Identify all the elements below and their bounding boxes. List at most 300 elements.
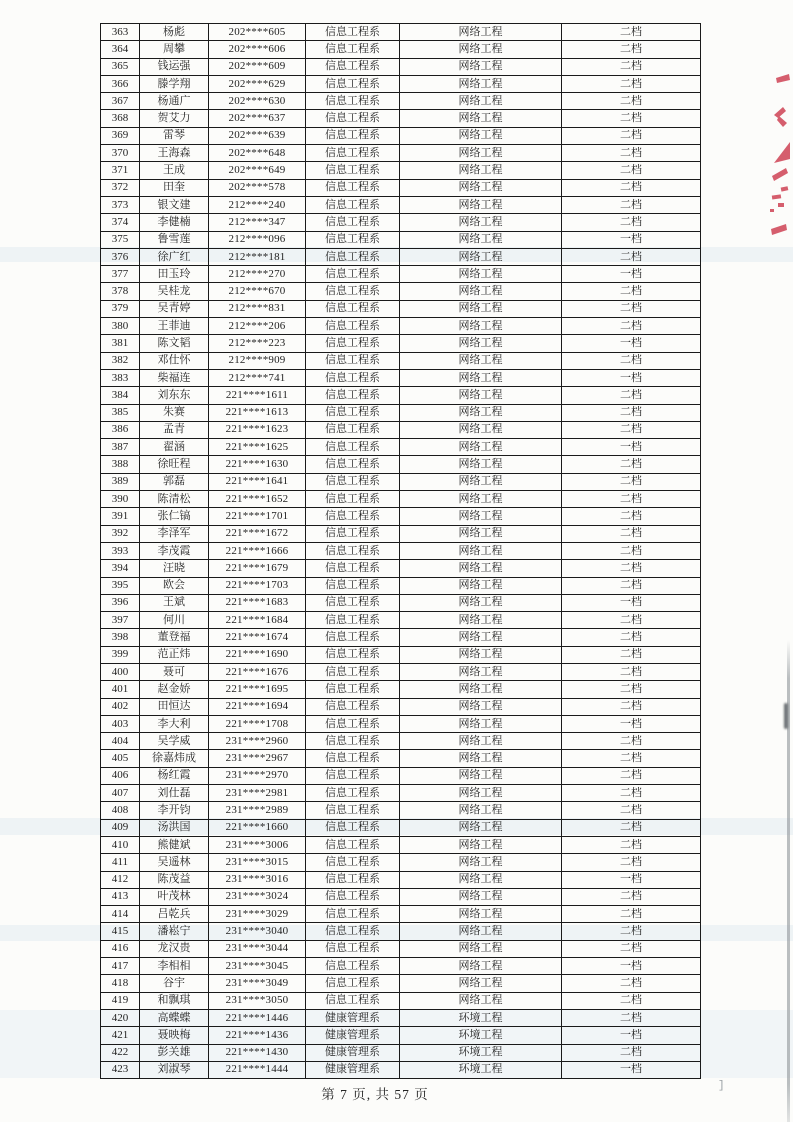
level-cell: 二档	[562, 473, 701, 490]
row-number-cell: 393	[101, 542, 140, 559]
row-number-cell: 410	[101, 836, 140, 853]
level-cell: 二档	[562, 750, 701, 767]
exam-number-cell: 221****1611	[209, 387, 306, 404]
row-number-cell: 387	[101, 439, 140, 456]
exam-number-cell: 221****1444	[209, 1061, 306, 1078]
major-cell: 环境工程	[400, 1061, 562, 1078]
department-cell: 信息工程系	[306, 318, 400, 335]
name-cell: 雷琴	[140, 127, 209, 144]
exam-number-cell: 231****3050	[209, 992, 306, 1009]
major-cell: 环境工程	[400, 1027, 562, 1044]
table-row	[101, 958, 701, 975]
level-cell: 二档	[562, 923, 701, 940]
department-cell: 信息工程系	[306, 24, 400, 41]
name-cell: 吴学威	[140, 733, 209, 750]
row-number-cell: 390	[101, 491, 140, 508]
major-cell: 网络工程	[400, 940, 562, 957]
row-number-cell: 365	[101, 58, 140, 75]
major-cell: 网络工程	[400, 767, 562, 784]
exam-number-cell: 231****3016	[209, 871, 306, 888]
department-cell: 信息工程系	[306, 750, 400, 767]
row-number-cell: 374	[101, 214, 140, 231]
major-cell: 网络工程	[400, 266, 562, 283]
row-number-cell: 422	[101, 1044, 140, 1061]
table-row	[101, 1027, 701, 1044]
department-cell: 信息工程系	[306, 58, 400, 75]
exam-number-cell: 221****1676	[209, 663, 306, 680]
row-number-cell: 419	[101, 992, 140, 1009]
row-number-cell: 376	[101, 248, 140, 265]
exam-number-cell: 221****1694	[209, 698, 306, 715]
level-cell: 二档	[562, 767, 701, 784]
department-cell: 信息工程系	[306, 231, 400, 248]
exam-number-cell: 212****347	[209, 214, 306, 231]
department-cell: 信息工程系	[306, 196, 400, 213]
name-cell: 田恒达	[140, 698, 209, 715]
exam-number-cell: 231****3015	[209, 854, 306, 871]
row-number-cell: 417	[101, 958, 140, 975]
exam-number-cell: 202****639	[209, 127, 306, 144]
table-row	[101, 542, 701, 559]
name-cell: 赵金娇	[140, 681, 209, 698]
row-number-cell: 363	[101, 24, 140, 41]
level-cell: 二档	[562, 819, 701, 836]
row-number-cell: 389	[101, 473, 140, 490]
table-row	[101, 733, 701, 750]
exam-number-cell: 221****1436	[209, 1027, 306, 1044]
name-cell: 周攀	[140, 41, 209, 58]
level-cell: 二档	[562, 1044, 701, 1061]
exam-number-cell: 231****3006	[209, 836, 306, 853]
major-cell: 网络工程	[400, 612, 562, 629]
level-cell: 一档	[562, 369, 701, 386]
name-cell: 范正炜	[140, 646, 209, 663]
level-cell: 一档	[562, 1027, 701, 1044]
name-cell: 王成	[140, 162, 209, 179]
department-cell: 信息工程系	[306, 248, 400, 265]
department-cell: 信息工程系	[306, 369, 400, 386]
department-cell: 信息工程系	[306, 179, 400, 196]
name-cell: 徐嘉炜成	[140, 750, 209, 767]
department-cell: 信息工程系	[306, 854, 400, 871]
exam-number-cell: 202****630	[209, 93, 306, 110]
table-row	[101, 75, 701, 92]
major-cell: 网络工程	[400, 352, 562, 369]
exam-number-cell: 231****3049	[209, 975, 306, 992]
table-row	[101, 110, 701, 127]
level-cell: 一档	[562, 439, 701, 456]
exam-number-cell: 221****1690	[209, 646, 306, 663]
row-number-cell: 369	[101, 127, 140, 144]
department-cell: 信息工程系	[306, 785, 400, 802]
name-cell: 鲁雪莲	[140, 231, 209, 248]
level-cell: 二档	[562, 906, 701, 923]
major-cell: 网络工程	[400, 923, 562, 940]
level-cell: 二档	[562, 698, 701, 715]
major-cell: 网络工程	[400, 629, 562, 646]
table-row	[101, 750, 701, 767]
level-cell: 二档	[562, 110, 701, 127]
major-cell: 网络工程	[400, 663, 562, 680]
level-cell: 二档	[562, 179, 701, 196]
row-number-cell: 386	[101, 421, 140, 438]
row-number-cell: 378	[101, 283, 140, 300]
row-number-cell: 399	[101, 646, 140, 663]
table-row	[101, 663, 701, 680]
level-cell: 二档	[562, 836, 701, 853]
exam-number-cell: 231****3024	[209, 888, 306, 905]
table-row	[101, 58, 701, 75]
table-row	[101, 1009, 701, 1026]
exam-number-cell: 202****606	[209, 41, 306, 58]
exam-number-cell: 221****1641	[209, 473, 306, 490]
row-number-cell: 379	[101, 300, 140, 317]
table-row	[101, 1061, 701, 1078]
department-cell: 信息工程系	[306, 352, 400, 369]
department-cell: 信息工程系	[306, 335, 400, 352]
level-cell: 二档	[562, 733, 701, 750]
level-cell: 二档	[562, 888, 701, 905]
department-cell: 信息工程系	[306, 992, 400, 1009]
department-cell: 信息工程系	[306, 819, 400, 836]
level-cell: 二档	[562, 214, 701, 231]
name-cell: 吴遥林	[140, 854, 209, 871]
name-cell: 朱赛	[140, 404, 209, 421]
major-cell: 网络工程	[400, 318, 562, 335]
row-number-cell: 367	[101, 93, 140, 110]
table-row	[101, 421, 701, 438]
row-number-cell: 388	[101, 456, 140, 473]
major-cell: 环境工程	[400, 1044, 562, 1061]
level-cell: 二档	[562, 577, 701, 594]
level-cell: 一档	[562, 335, 701, 352]
exam-number-cell: 231****2981	[209, 785, 306, 802]
exam-number-cell: 212****206	[209, 318, 306, 335]
major-cell: 网络工程	[400, 525, 562, 542]
department-cell: 信息工程系	[306, 404, 400, 421]
exam-number-cell: 202****649	[209, 162, 306, 179]
row-number-cell: 377	[101, 266, 140, 283]
level-cell: 二档	[562, 508, 701, 525]
table-row	[101, 369, 701, 386]
major-cell: 网络工程	[400, 906, 562, 923]
name-cell: 杨红霞	[140, 767, 209, 784]
name-cell: 熊健斌	[140, 836, 209, 853]
major-cell: 网络工程	[400, 179, 562, 196]
exam-number-cell: 221****1630	[209, 456, 306, 473]
exam-number-cell: 221****1660	[209, 819, 306, 836]
level-cell: 一档	[562, 958, 701, 975]
major-cell: 网络工程	[400, 369, 562, 386]
major-cell: 网络工程	[400, 283, 562, 300]
exam-number-cell: 221****1666	[209, 542, 306, 559]
name-cell: 潘崧宁	[140, 923, 209, 940]
department-cell: 信息工程系	[306, 923, 400, 940]
name-cell: 陈茂益	[140, 871, 209, 888]
level-cell: 二档	[562, 785, 701, 802]
major-cell: 网络工程	[400, 162, 562, 179]
table-row	[101, 785, 701, 802]
department-cell: 健康管理系	[306, 1009, 400, 1026]
row-number-cell: 383	[101, 369, 140, 386]
row-number-cell: 381	[101, 335, 140, 352]
name-cell: 贺艾力	[140, 110, 209, 127]
major-cell: 网络工程	[400, 594, 562, 611]
department-cell: 信息工程系	[306, 560, 400, 577]
major-cell: 网络工程	[400, 646, 562, 663]
major-cell: 网络工程	[400, 819, 562, 836]
table-row	[101, 93, 701, 110]
exam-number-cell: 221****1708	[209, 715, 306, 732]
major-cell: 网络工程	[400, 335, 562, 352]
name-cell: 董登福	[140, 629, 209, 646]
table-row	[101, 871, 701, 888]
level-cell: 二档	[562, 992, 701, 1009]
table-row	[101, 335, 701, 352]
table-row	[101, 992, 701, 1009]
exam-number-cell: 212****909	[209, 352, 306, 369]
exam-number-cell: 221****1613	[209, 404, 306, 421]
table-row	[101, 352, 701, 369]
major-cell: 网络工程	[400, 231, 562, 248]
department-cell: 信息工程系	[306, 93, 400, 110]
row-number-cell: 416	[101, 940, 140, 957]
level-cell: 二档	[562, 491, 701, 508]
level-cell: 二档	[562, 663, 701, 680]
name-cell: 孟青	[140, 421, 209, 438]
major-cell: 网络工程	[400, 750, 562, 767]
level-cell: 二档	[562, 421, 701, 438]
name-cell: 汪晓	[140, 560, 209, 577]
level-cell: 二档	[562, 58, 701, 75]
name-cell: 陈文韬	[140, 335, 209, 352]
row-number-cell: 373	[101, 196, 140, 213]
level-cell: 二档	[562, 560, 701, 577]
department-cell: 信息工程系	[306, 387, 400, 404]
exam-number-cell: 212****670	[209, 283, 306, 300]
level-cell: 二档	[562, 300, 701, 317]
row-number-cell: 400	[101, 663, 140, 680]
table-row	[101, 767, 701, 784]
table-row	[101, 612, 701, 629]
exam-number-cell: 221****1652	[209, 491, 306, 508]
exam-number-cell: 202****637	[209, 110, 306, 127]
name-cell: 欧会	[140, 577, 209, 594]
row-number-cell: 412	[101, 871, 140, 888]
row-number-cell: 372	[101, 179, 140, 196]
level-cell: 二档	[562, 41, 701, 58]
table-row	[101, 681, 701, 698]
row-number-cell: 368	[101, 110, 140, 127]
table-row	[101, 906, 701, 923]
level-cell: 二档	[562, 283, 701, 300]
major-cell: 网络工程	[400, 439, 562, 456]
name-cell: 杨通广	[140, 93, 209, 110]
name-cell: 刘淑琴	[140, 1061, 209, 1078]
major-cell: 网络工程	[400, 248, 562, 265]
exam-number-cell: 212****223	[209, 335, 306, 352]
table-row	[101, 162, 701, 179]
table-row	[101, 473, 701, 490]
row-number-cell: 375	[101, 231, 140, 248]
row-number-cell: 408	[101, 802, 140, 819]
table-row	[101, 214, 701, 231]
row-number-cell: 413	[101, 888, 140, 905]
name-cell: 钱运强	[140, 58, 209, 75]
exam-number-cell: 202****648	[209, 145, 306, 162]
department-cell: 健康管理系	[306, 1044, 400, 1061]
level-cell: 二档	[562, 629, 701, 646]
major-cell: 网络工程	[400, 58, 562, 75]
level-cell: 一档	[562, 715, 701, 732]
major-cell: 网络工程	[400, 127, 562, 144]
name-cell: 张仁镐	[140, 508, 209, 525]
department-cell: 信息工程系	[306, 958, 400, 975]
department-cell: 信息工程系	[306, 646, 400, 663]
department-cell: 信息工程系	[306, 266, 400, 283]
department-cell: 信息工程系	[306, 456, 400, 473]
department-cell: 信息工程系	[306, 629, 400, 646]
major-cell: 网络工程	[400, 404, 562, 421]
name-cell: 陈清松	[140, 491, 209, 508]
major-cell: 网络工程	[400, 421, 562, 438]
level-cell: 二档	[562, 525, 701, 542]
exam-number-cell: 231****3045	[209, 958, 306, 975]
major-cell: 网络工程	[400, 975, 562, 992]
department-cell: 信息工程系	[306, 940, 400, 957]
table-row	[101, 923, 701, 940]
row-number-cell: 392	[101, 525, 140, 542]
table-row	[101, 266, 701, 283]
level-cell: 二档	[562, 646, 701, 663]
table-row	[101, 646, 701, 663]
table-row	[101, 491, 701, 508]
row-number-cell: 414	[101, 906, 140, 923]
name-cell: 吕乾兵	[140, 906, 209, 923]
department-cell: 信息工程系	[306, 888, 400, 905]
major-cell: 网络工程	[400, 41, 562, 58]
table-row	[101, 231, 701, 248]
exam-number-cell: 221****1684	[209, 612, 306, 629]
name-cell: 徐旺程	[140, 456, 209, 473]
table-row	[101, 854, 701, 871]
exam-number-cell: 221****1701	[209, 508, 306, 525]
department-cell: 健康管理系	[306, 1061, 400, 1078]
level-cell: 二档	[562, 387, 701, 404]
level-cell: 一档	[562, 231, 701, 248]
name-cell: 李泽军	[140, 525, 209, 542]
row-number-cell: 415	[101, 923, 140, 940]
department-cell: 信息工程系	[306, 594, 400, 611]
table-row	[101, 439, 701, 456]
department-cell: 信息工程系	[306, 681, 400, 698]
scan-mark: ]	[718, 1080, 725, 1092]
level-cell: 二档	[562, 456, 701, 473]
row-number-cell: 418	[101, 975, 140, 992]
row-number-cell: 366	[101, 75, 140, 92]
page-number-footer: 第 7 页, 共 57 页	[321, 1087, 429, 1102]
department-cell: 信息工程系	[306, 836, 400, 853]
name-cell: 聂映梅	[140, 1027, 209, 1044]
major-cell: 网络工程	[400, 888, 562, 905]
level-cell: 二档	[562, 24, 701, 41]
row-number-cell: 396	[101, 594, 140, 611]
table-row	[101, 318, 701, 335]
table-row	[101, 300, 701, 317]
name-cell: 刘东东	[140, 387, 209, 404]
table-row	[101, 145, 701, 162]
name-cell: 徐广红	[140, 248, 209, 265]
exam-number-cell: 202****578	[209, 179, 306, 196]
department-cell: 信息工程系	[306, 906, 400, 923]
exam-number-cell: 212****831	[209, 300, 306, 317]
table-row	[101, 41, 701, 58]
exam-number-cell: 221****1695	[209, 681, 306, 698]
row-number-cell: 420	[101, 1009, 140, 1026]
major-cell: 网络工程	[400, 508, 562, 525]
row-number-cell: 398	[101, 629, 140, 646]
exam-number-cell: 221****1674	[209, 629, 306, 646]
name-cell: 和飘琪	[140, 992, 209, 1009]
department-cell: 信息工程系	[306, 439, 400, 456]
department-cell: 信息工程系	[306, 473, 400, 490]
department-cell: 信息工程系	[306, 214, 400, 231]
department-cell: 信息工程系	[306, 698, 400, 715]
exam-number-cell: 212****741	[209, 369, 306, 386]
level-cell: 一档	[562, 266, 701, 283]
exam-number-cell: 212****240	[209, 196, 306, 213]
level-cell: 二档	[562, 248, 701, 265]
exam-number-cell: 231****2960	[209, 733, 306, 750]
exam-number-cell: 202****609	[209, 58, 306, 75]
major-cell: 环境工程	[400, 1009, 562, 1026]
row-number-cell: 407	[101, 785, 140, 802]
row-number-cell: 401	[101, 681, 140, 698]
major-cell: 网络工程	[400, 715, 562, 732]
exam-number-cell: 231****3044	[209, 940, 306, 957]
exam-number-cell: 221****1683	[209, 594, 306, 611]
name-cell: 王菲迪	[140, 318, 209, 335]
table-row	[101, 196, 701, 213]
table-row	[101, 508, 701, 525]
results-table	[100, 23, 701, 1079]
exam-number-cell: 221****1446	[209, 1009, 306, 1026]
major-cell: 网络工程	[400, 110, 562, 127]
table-row	[101, 283, 701, 300]
name-cell: 李茂霞	[140, 542, 209, 559]
major-cell: 网络工程	[400, 542, 562, 559]
department-cell: 信息工程系	[306, 715, 400, 732]
exam-number-cell: 221****1430	[209, 1044, 306, 1061]
major-cell: 网络工程	[400, 992, 562, 1009]
level-cell: 二档	[562, 162, 701, 179]
table-body	[101, 24, 701, 1079]
major-cell: 网络工程	[400, 577, 562, 594]
department-cell: 信息工程系	[306, 508, 400, 525]
level-cell: 二档	[562, 542, 701, 559]
table-row	[101, 456, 701, 473]
major-cell: 网络工程	[400, 698, 562, 715]
table-row	[101, 940, 701, 957]
major-cell: 网络工程	[400, 785, 562, 802]
department-cell: 信息工程系	[306, 612, 400, 629]
exam-number-cell: 231****3029	[209, 906, 306, 923]
department-cell: 信息工程系	[306, 127, 400, 144]
name-cell: 田玉玲	[140, 266, 209, 283]
name-cell: 吴桂龙	[140, 283, 209, 300]
table-row	[101, 715, 701, 732]
row-number-cell: 370	[101, 145, 140, 162]
